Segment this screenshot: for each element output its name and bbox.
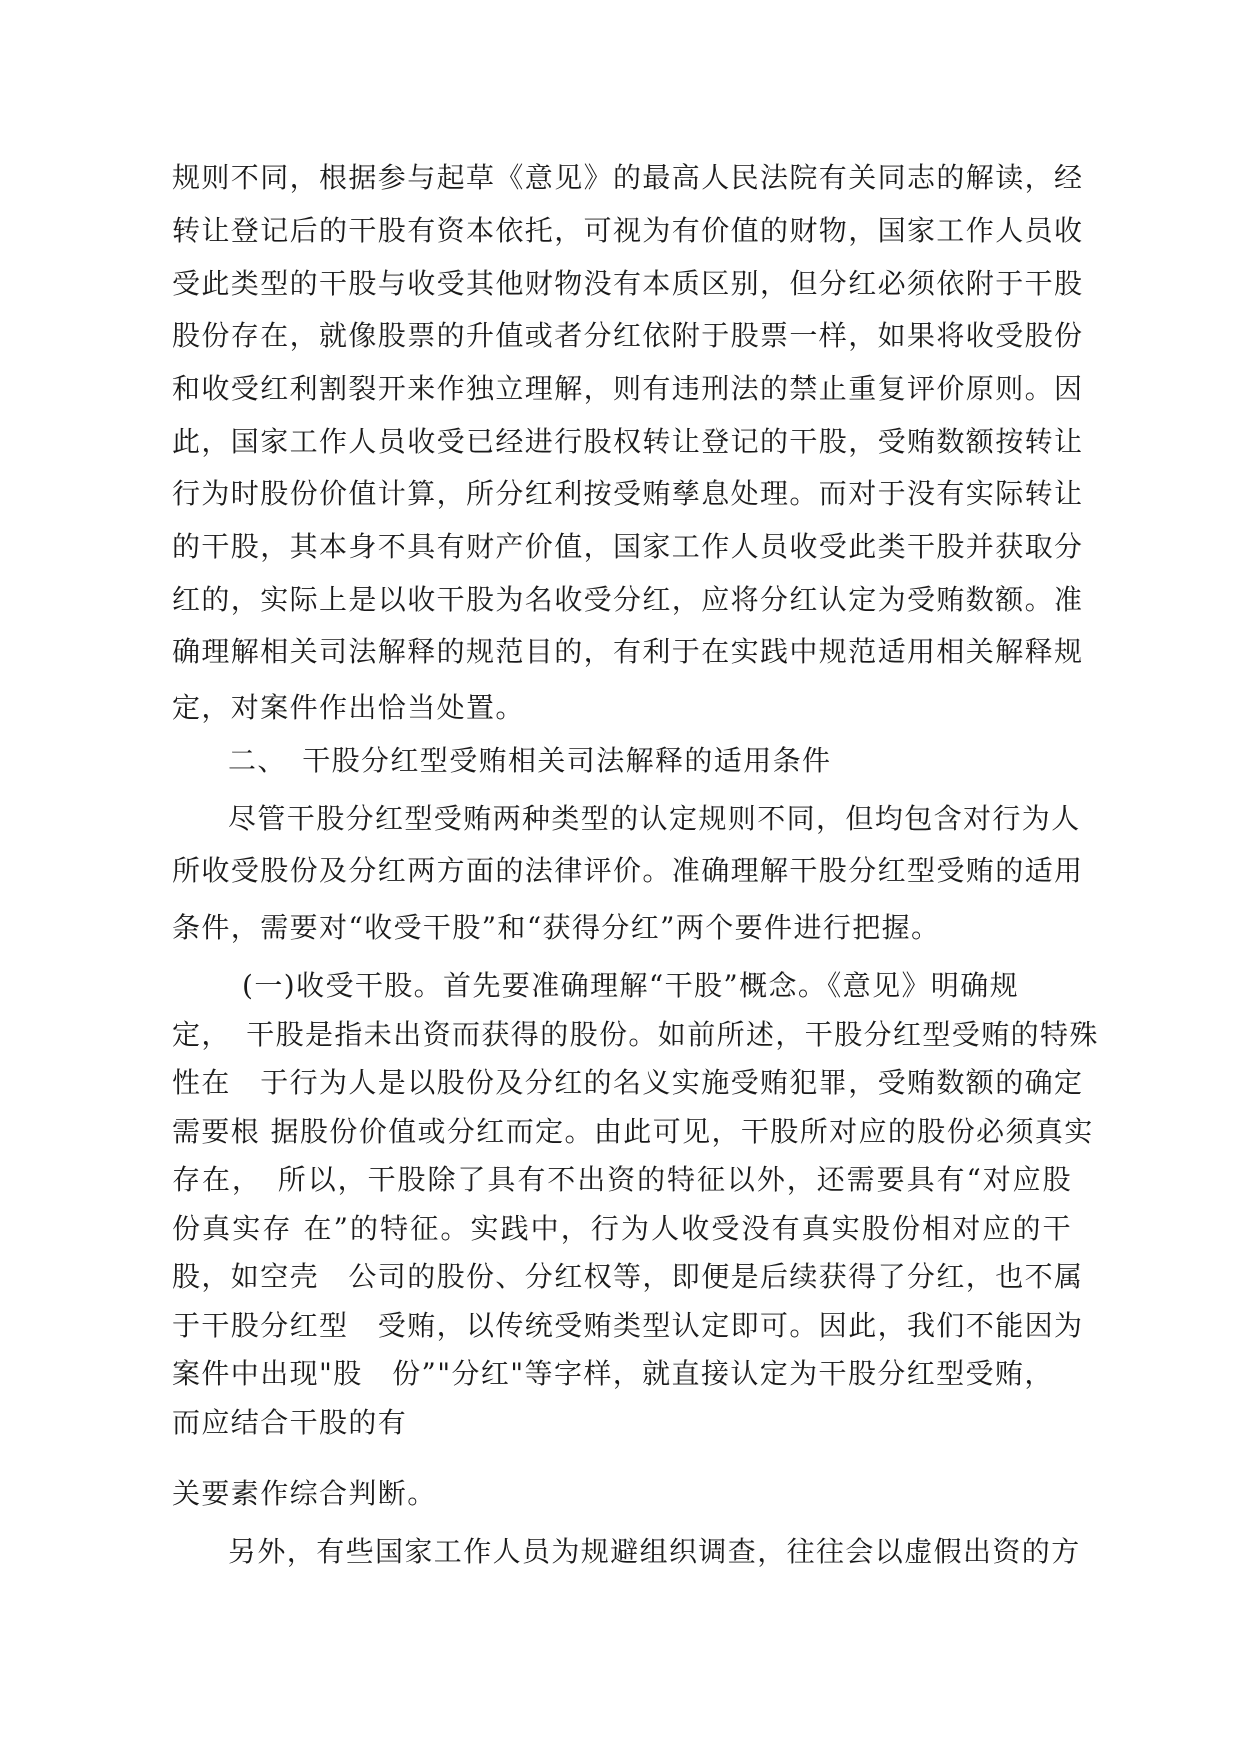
paragraph-line: 另外，有些国家工作人员为规避组织调查，往往会以虚假出资的方: [228, 1535, 1081, 1568]
paragraph-line: 股份存在，就像股票的升值或者分红依附于股票一样，如果将收受股份: [172, 319, 1084, 352]
paragraph-line: 确理解相关司法解释的规范目的，有利于在实践中规范适用相关解释规: [172, 635, 1084, 668]
paragraph-line: 和收受红利割裂开来作独立理解，则有违刑法的禁止重复评价原则。因: [172, 372, 1084, 405]
paragraph-line: 需要根 据股份价值或分红而定。由此可见，干股所对应的股份必须真实: [172, 1115, 1094, 1148]
paragraph-line: 份真实存 在”的特征。实践中，行为人收受没有真实股份相对应的干: [172, 1212, 1072, 1245]
paragraph-line: 存在， 所以，干股除了具有不出资的特征以外，还需要具有“对应股: [172, 1163, 1072, 1196]
section-heading: 二、 干股分红型受贿相关司法解释的适用条件: [228, 744, 832, 777]
paragraph-line: 而应结合干股的有: [172, 1406, 408, 1439]
paragraph-line: 红的，实际上是以收干股为名收受分红，应将分红认定为受贿数额。准: [172, 583, 1084, 616]
paragraph-line: 受此类型的干股与收受其他财物没有本质区别，但分红必须依附于干股: [172, 267, 1084, 300]
subsection-line: (一)收受干股。首先要准确理解“干股”概念。《意见》明确规: [242, 969, 1020, 1002]
paragraph-line: 关要素作综合判断。: [172, 1477, 437, 1510]
paragraph-line: 行为时股份价值计算，所分红利按受贿孳息处理。而对于没有实际转让: [172, 477, 1084, 510]
paragraph-line: 性在 于行为人是以股份及分红的名义实施受贿犯罪，受贿数额的确定: [172, 1066, 1084, 1099]
paragraph-line: 股，如空壳 公司的股份、分红权等，即便是后续获得了分红，也不属: [172, 1260, 1084, 1293]
paragraph-line: 尽管干股分红型受贿两种类型的认定规则不同，但均包含对行为人: [228, 802, 1081, 835]
paragraph-line: 规则不同，根据参与起草《意见》的最高人民法院有关同志的解读，经: [172, 161, 1084, 194]
paragraph-line: 转让登记后的干股有资本依托，可视为有价值的财物，国家工作人员收: [172, 214, 1084, 247]
paragraph-line: 定， 干股是指未出资而获得的股份。如前所述，干股分红型受贿的特殊: [172, 1018, 1099, 1051]
paragraph-line: 此，国家工作人员收受已经进行股权转让登记的干股，受贿数额按转让: [172, 425, 1084, 458]
paragraph-line: 案件中出现"股 份”"分红"等字样，就直接认定为干股分红型受贿，: [172, 1357, 1054, 1390]
paragraph-line: 条件，需要对“收受干股”和“获得分红”两个要件进行把握。: [172, 911, 941, 944]
paragraph-line: 定，对案件作出恰当处置。: [172, 691, 525, 724]
paragraph-line: 所收受股份及分红两方面的法律评价。准确理解干股分红型受贿的适用: [172, 854, 1084, 887]
paragraph-line: 于干股分红型 受贿，以传统受贿类型认定即可。因此，我们不能因为: [172, 1309, 1084, 1342]
paragraph-line: 的干股，其本身不具有财产价值，国家工作人员收受此类干股并获取分: [172, 530, 1084, 563]
